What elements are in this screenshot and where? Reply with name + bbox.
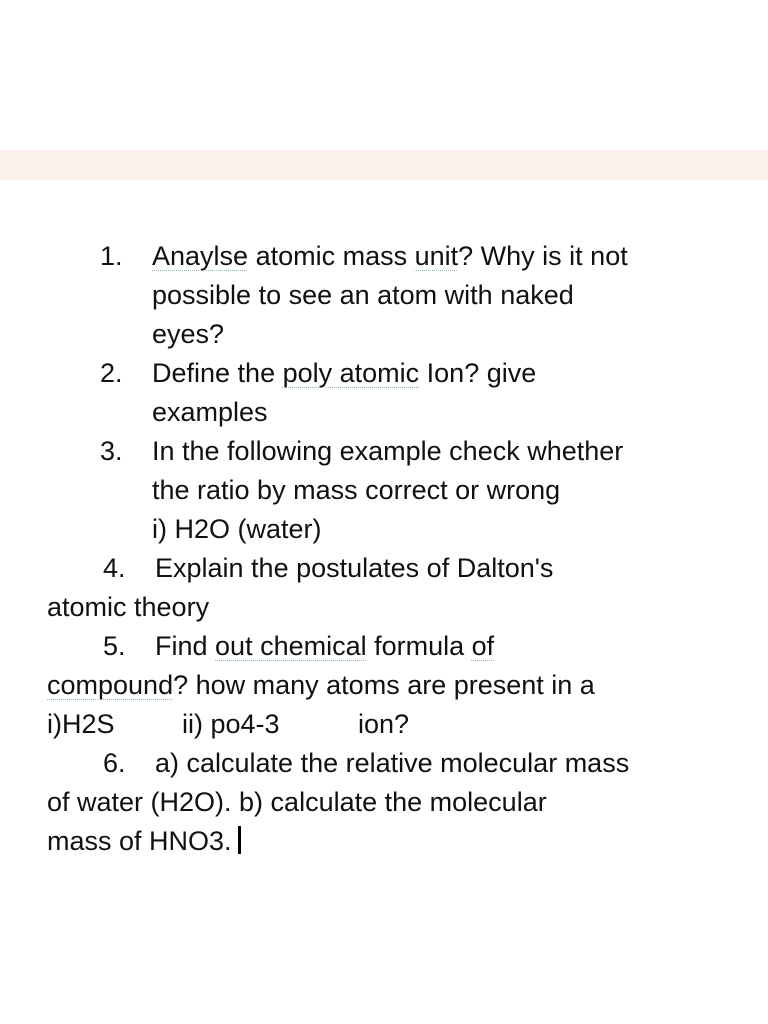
text-cursor <box>238 826 241 854</box>
q2-line-2 <box>0 393 768 432</box>
q1-line-1 <box>0 237 768 276</box>
q4-text-cont: atomic theory <box>47 592 210 622</box>
q5-line-2 <box>0 666 768 705</box>
question-list[interactable] <box>0 237 768 861</box>
q6-line-1 <box>0 744 768 783</box>
spell-check-word[interactable]: Anaylse <box>152 241 249 271</box>
q6-text: a) calculate the relative molecular mass <box>155 748 630 778</box>
q3-line-3 <box>0 510 768 549</box>
q5-line-1 <box>0 627 768 666</box>
q2-number: 2. <box>100 358 123 388</box>
q3-line-2 <box>0 471 768 510</box>
q1-line-2 <box>0 276 768 315</box>
q5-text-part: Find <box>155 631 216 661</box>
q6-line-2 <box>0 783 768 822</box>
q6-line-3 <box>0 822 768 861</box>
top-highlight-band <box>0 150 768 180</box>
q5-text-part: ? how many atoms are present in a <box>173 670 595 700</box>
q6-text-cont: of water (H2O). b) calculate the molecular <box>47 787 547 817</box>
q5-item-c: ion? <box>358 709 410 739</box>
q2-line-1 <box>0 354 768 393</box>
q5-item-b: ii) po4-3 <box>182 709 280 739</box>
q2-text <box>152 354 536 393</box>
q3-number: 3. <box>100 436 123 466</box>
q5-item-a: i)H2S <box>47 709 115 739</box>
spell-check-word[interactable]: poly atomic <box>282 358 420 388</box>
q2-text-part: Define the <box>152 358 283 388</box>
q5-text <box>155 627 494 666</box>
q1-line-3 <box>0 315 768 354</box>
q3-text: In the following example check whether <box>152 436 624 466</box>
q4-line-2 <box>0 588 768 627</box>
q5-number: 5. <box>103 631 126 661</box>
spell-check-word[interactable]: out chemical <box>215 631 367 661</box>
q2-text-cont: examples <box>152 397 268 427</box>
q3-text-cont: the ratio by mass correct or wrong <box>152 475 561 505</box>
q5-text-part: formula <box>366 631 472 661</box>
q1-text-part: ? Why is it not <box>458 241 628 271</box>
q3-subitem: i) H2O (water) <box>152 514 322 544</box>
q1-text-part: atomic mass <box>248 241 415 271</box>
q1-text-cont: eyes? <box>152 319 225 349</box>
spell-check-word[interactable]: compound <box>47 670 174 700</box>
q3-line-1 <box>0 432 768 471</box>
spell-check-word[interactable]: unit <box>414 241 459 271</box>
q1-text-cont: possible to see an atom with naked <box>152 280 574 310</box>
q5-text-cont <box>47 666 595 705</box>
q4-line-1 <box>0 549 768 588</box>
q6-text-last <box>47 822 241 861</box>
q1-text <box>152 237 628 276</box>
q4-text: Explain the postulates of Dalton's <box>155 553 554 583</box>
spell-check-word[interactable]: of <box>471 631 495 661</box>
q6-number: 6. <box>103 748 126 778</box>
q1-number: 1. <box>100 241 123 271</box>
q6-text-part: mass of HNO3. <box>47 826 232 856</box>
q4-number: 4. <box>103 553 126 583</box>
q2-text-part: Ion? give <box>419 358 537 388</box>
q5-line-3 <box>0 705 768 744</box>
